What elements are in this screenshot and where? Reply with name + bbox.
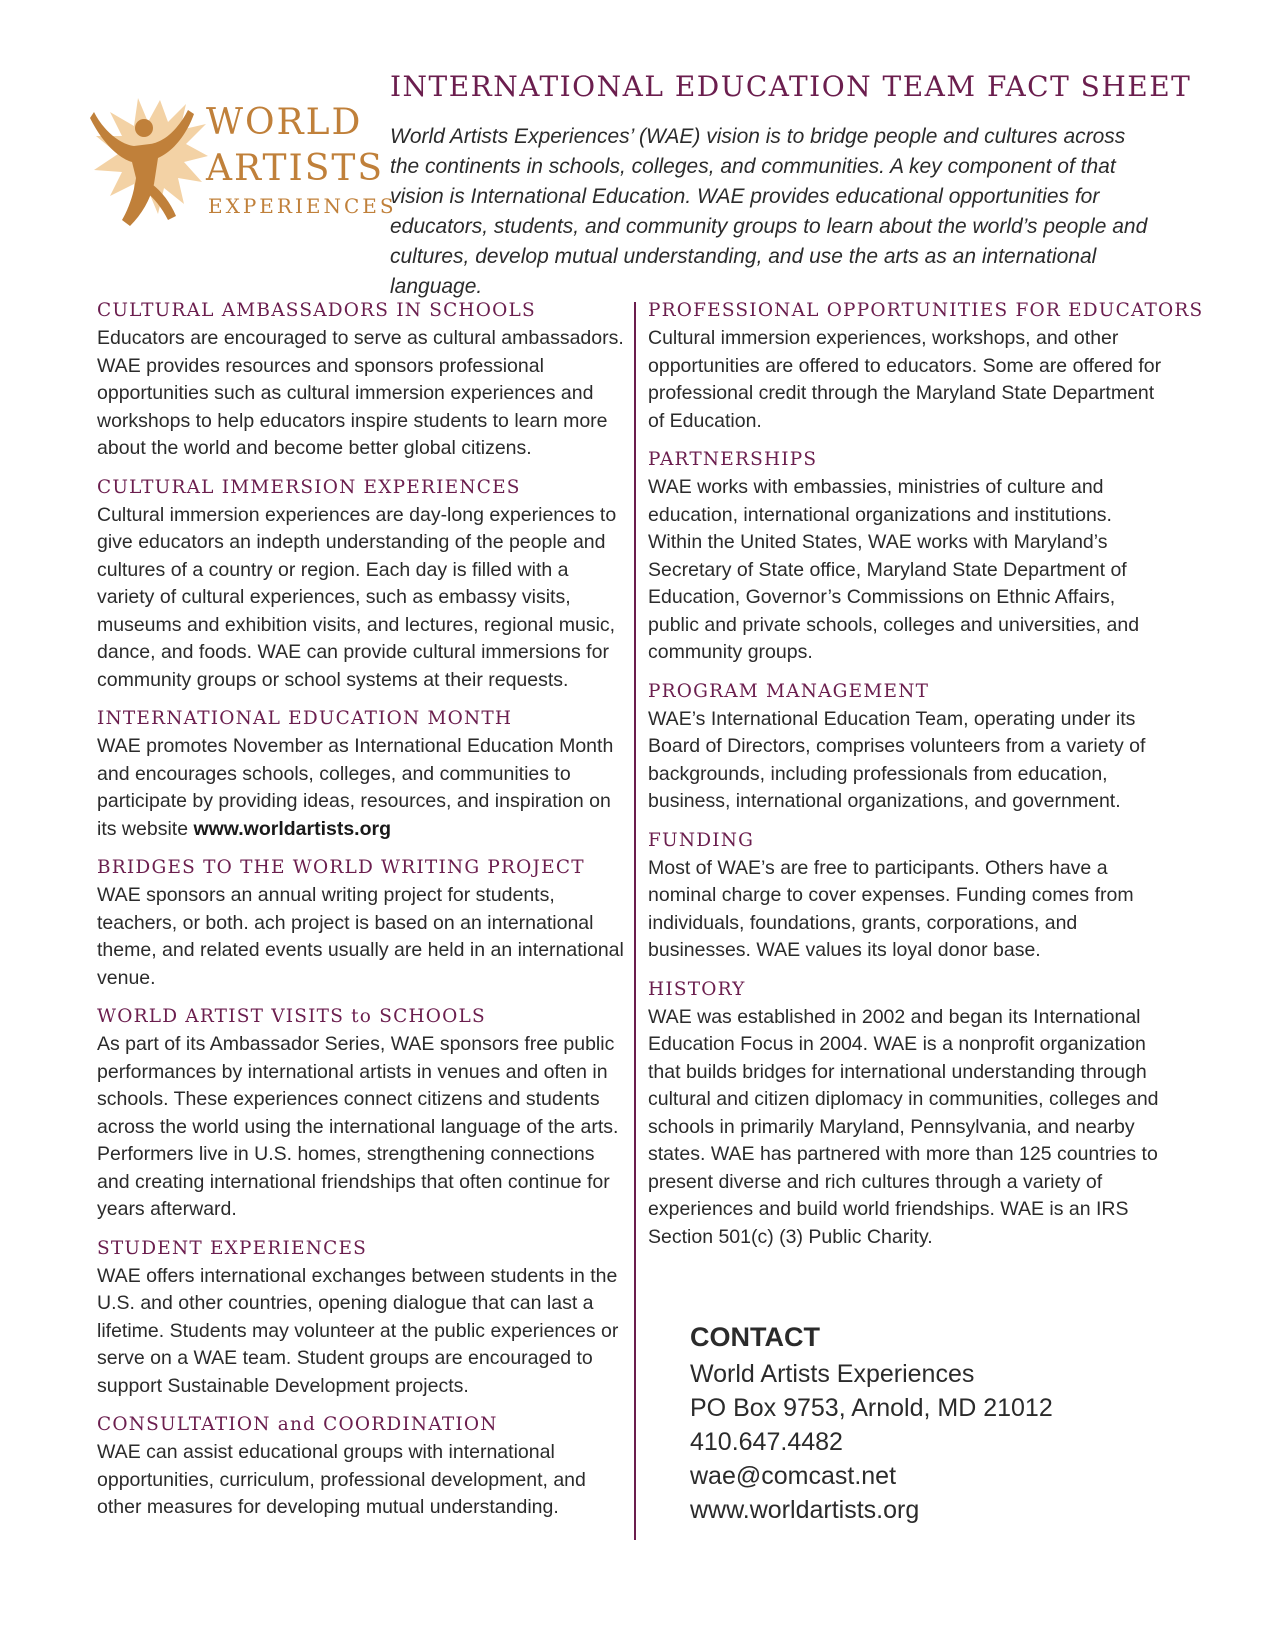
intro-paragraph: World Artists Experiences’ (WAE) vision is to bridge people and cultures across the continents in schools, colleges, and communities. A key component of that vision is International Education. WAE provides educational opportunities for educators, students, and community groups to learn about the world’s people and cultures, develop mutual understanding, and use the arts as an international language. <box>390 125 1148 298</box>
contact-org: World Artists Experiences <box>690 1360 975 1388</box>
section-body: Cultural immersion experiences are day-long experiences to give educators an indepth understanding of the people and cultures of a country or region. Each day is filled with a variety of cultural experiences, such as embassy visits, museums and exhibition visits, and lectures, regional music, dance, and foods. WAE can provide cultural immersions for community groups or school systems at their requests. <box>97 503 617 691</box>
section-heading: PROGRAM MANAGEMENT <box>648 680 930 702</box>
section-body: WAE works with embassies, ministries of culture and education, international organizations and institutions. Within the United States, WAE works with Maryland’s Secretary of State office, Maryland State Department of Education, Governor’s Commissions on Ethnic Affairs, public and private schools, colleges and universities, and community groups. <box>648 476 1140 663</box>
page-title: INTERNATIONAL EDUCATION TEAM FACT SHEET <box>390 70 1192 103</box>
section-heading: BRIDGES TO THE WORLD WRITING PROJECT <box>97 857 585 878</box>
section-program-management <box>648 681 1168 816</box>
section-cultural-immersion <box>97 477 625 695</box>
section-professional-opportunities <box>648 300 1204 435</box>
section-body: Educators are encouraged to serve as cultural ambassadors. WAE provides resources and sponsors professional opportunities such as cultural immersion experiences and workshops to help educators inspire students to learn more about the world and become better global citizens. <box>97 327 624 459</box>
section-heading: CONSULTATION and COORDINATION <box>97 1414 498 1435</box>
contact-heading: CONTACT <box>690 1322 820 1352</box>
contact-address: PO Box 9753, Arnold, MD 21012 <box>690 1394 1053 1422</box>
section-body: WAE sponsors an annual writing project for students, teachers, or both. ach project is based on an international theme, and related events usually are held in an international venue. <box>97 884 624 989</box>
section-body: WAE was established in 2002 and began its International Education Focus in 2004. WAE is a nonprofit organization that builds bridges for international understanding through cultural and citizen diplomacy in communities, colleges and schools in primarily Maryland, Pennsylvania, and nearby states. WAE has partnered with more than 125 countries to present diverse and rich cultures through a variety of experiences and build world friendships. WAE is an IRS Section 501(c) (3) Public Charity. <box>648 1005 1159 1248</box>
section-education-month <box>97 708 625 843</box>
section-body-with-link <box>97 733 625 843</box>
section-heading: CULTURAL AMBASSADORS IN SCHOOLS <box>97 300 536 321</box>
section-body: Most of WAE’s are free to participants. Others have a nominal charge to cover expenses. Funding comes from individuals, foundations, grants, corporations, and businesses. WAE values its loyal donor base. <box>648 856 1134 961</box>
contact-block <box>690 1322 1053 1527</box>
section-heading: PARTNERSHIPS <box>648 449 818 470</box>
logo-line-1: WORLD <box>206 102 363 143</box>
section-body: WAE offers international exchanges between students in the U.S. and other countries, opening dialogue that can last a lifetime. Students may volunteer at the public experiences or serve on a WAE team. Student groups are encouraged to support Sustainable Development projects. <box>97 1264 619 1397</box>
section-body: As part of its Ambassador Series, WAE sponsors free public performances by international artists in venues and often in schools. These experiences connect citizens and students across the world using the international language of the arts. Performers live in U.S. homes, strengthening connections and creating international friendships that often continue for years afterward. <box>97 1033 619 1220</box>
section-artist-visits <box>97 1006 625 1224</box>
section-body: WAE promotes November as International Education Month and encourages schools, colleges, and communities to participate by providing ideas, resources, and inspiration on its website <box>97 735 614 840</box>
section-funding <box>648 830 1168 965</box>
section-consultation <box>97 1414 625 1522</box>
section-history <box>648 979 1168 1252</box>
right-column <box>648 300 1204 1265</box>
left-column <box>97 300 625 1536</box>
section-student-experiences <box>97 1238 625 1401</box>
section-heading: WORLD ARTIST VISITS to SCHOOLS <box>97 1006 486 1027</box>
section-writing-project <box>97 857 625 992</box>
section-heading: PROFESSIONAL OPPORTUNITIES FOR EDUCATORS <box>648 300 1204 321</box>
section-cultural-ambassadors <box>97 300 625 463</box>
column-divider <box>634 302 636 1540</box>
logo <box>88 92 397 232</box>
section-heading: INTERNATIONAL EDUCATION MONTH <box>97 708 513 729</box>
section-partnerships <box>648 449 1168 667</box>
section-heading: CULTURAL IMMERSION EXPERIENCES <box>97 476 521 498</box>
section-body: WAE can assist educational groups with international opportunities, curriculum, professional development, and other measures for developing mutual understanding. <box>97 1441 586 1518</box>
section-heading: HISTORY <box>648 978 746 1000</box>
section-body: WAE’s International Education Team, operating under its Board of Directors, comprises volunteers from a variety of backgrounds, including professionals from education, business, international organizations, and government. <box>648 707 1146 812</box>
logo-line-3: EXPERIENCES <box>208 194 397 218</box>
logo-line-2: ARTISTS <box>206 148 385 189</box>
website-link[interactable]: www.worldartists.org <box>193 817 392 840</box>
section-heading: STUDENT EXPERIENCES <box>97 1237 368 1259</box>
world-artists-logo-icon <box>88 92 208 232</box>
section-body: Cultural immersion experiences, workshops, and other opportunities are offered to educators. Some are offered for professional credit through the Maryland State Department of Education. <box>648 327 1162 432</box>
contact-website[interactable]: www.worldartists.org <box>690 1496 920 1524</box>
section-heading: FUNDING <box>648 829 755 851</box>
contact-email[interactable]: wae@comcast.net <box>690 1462 897 1490</box>
contact-phone[interactable]: 410.647.4482 <box>690 1428 843 1456</box>
